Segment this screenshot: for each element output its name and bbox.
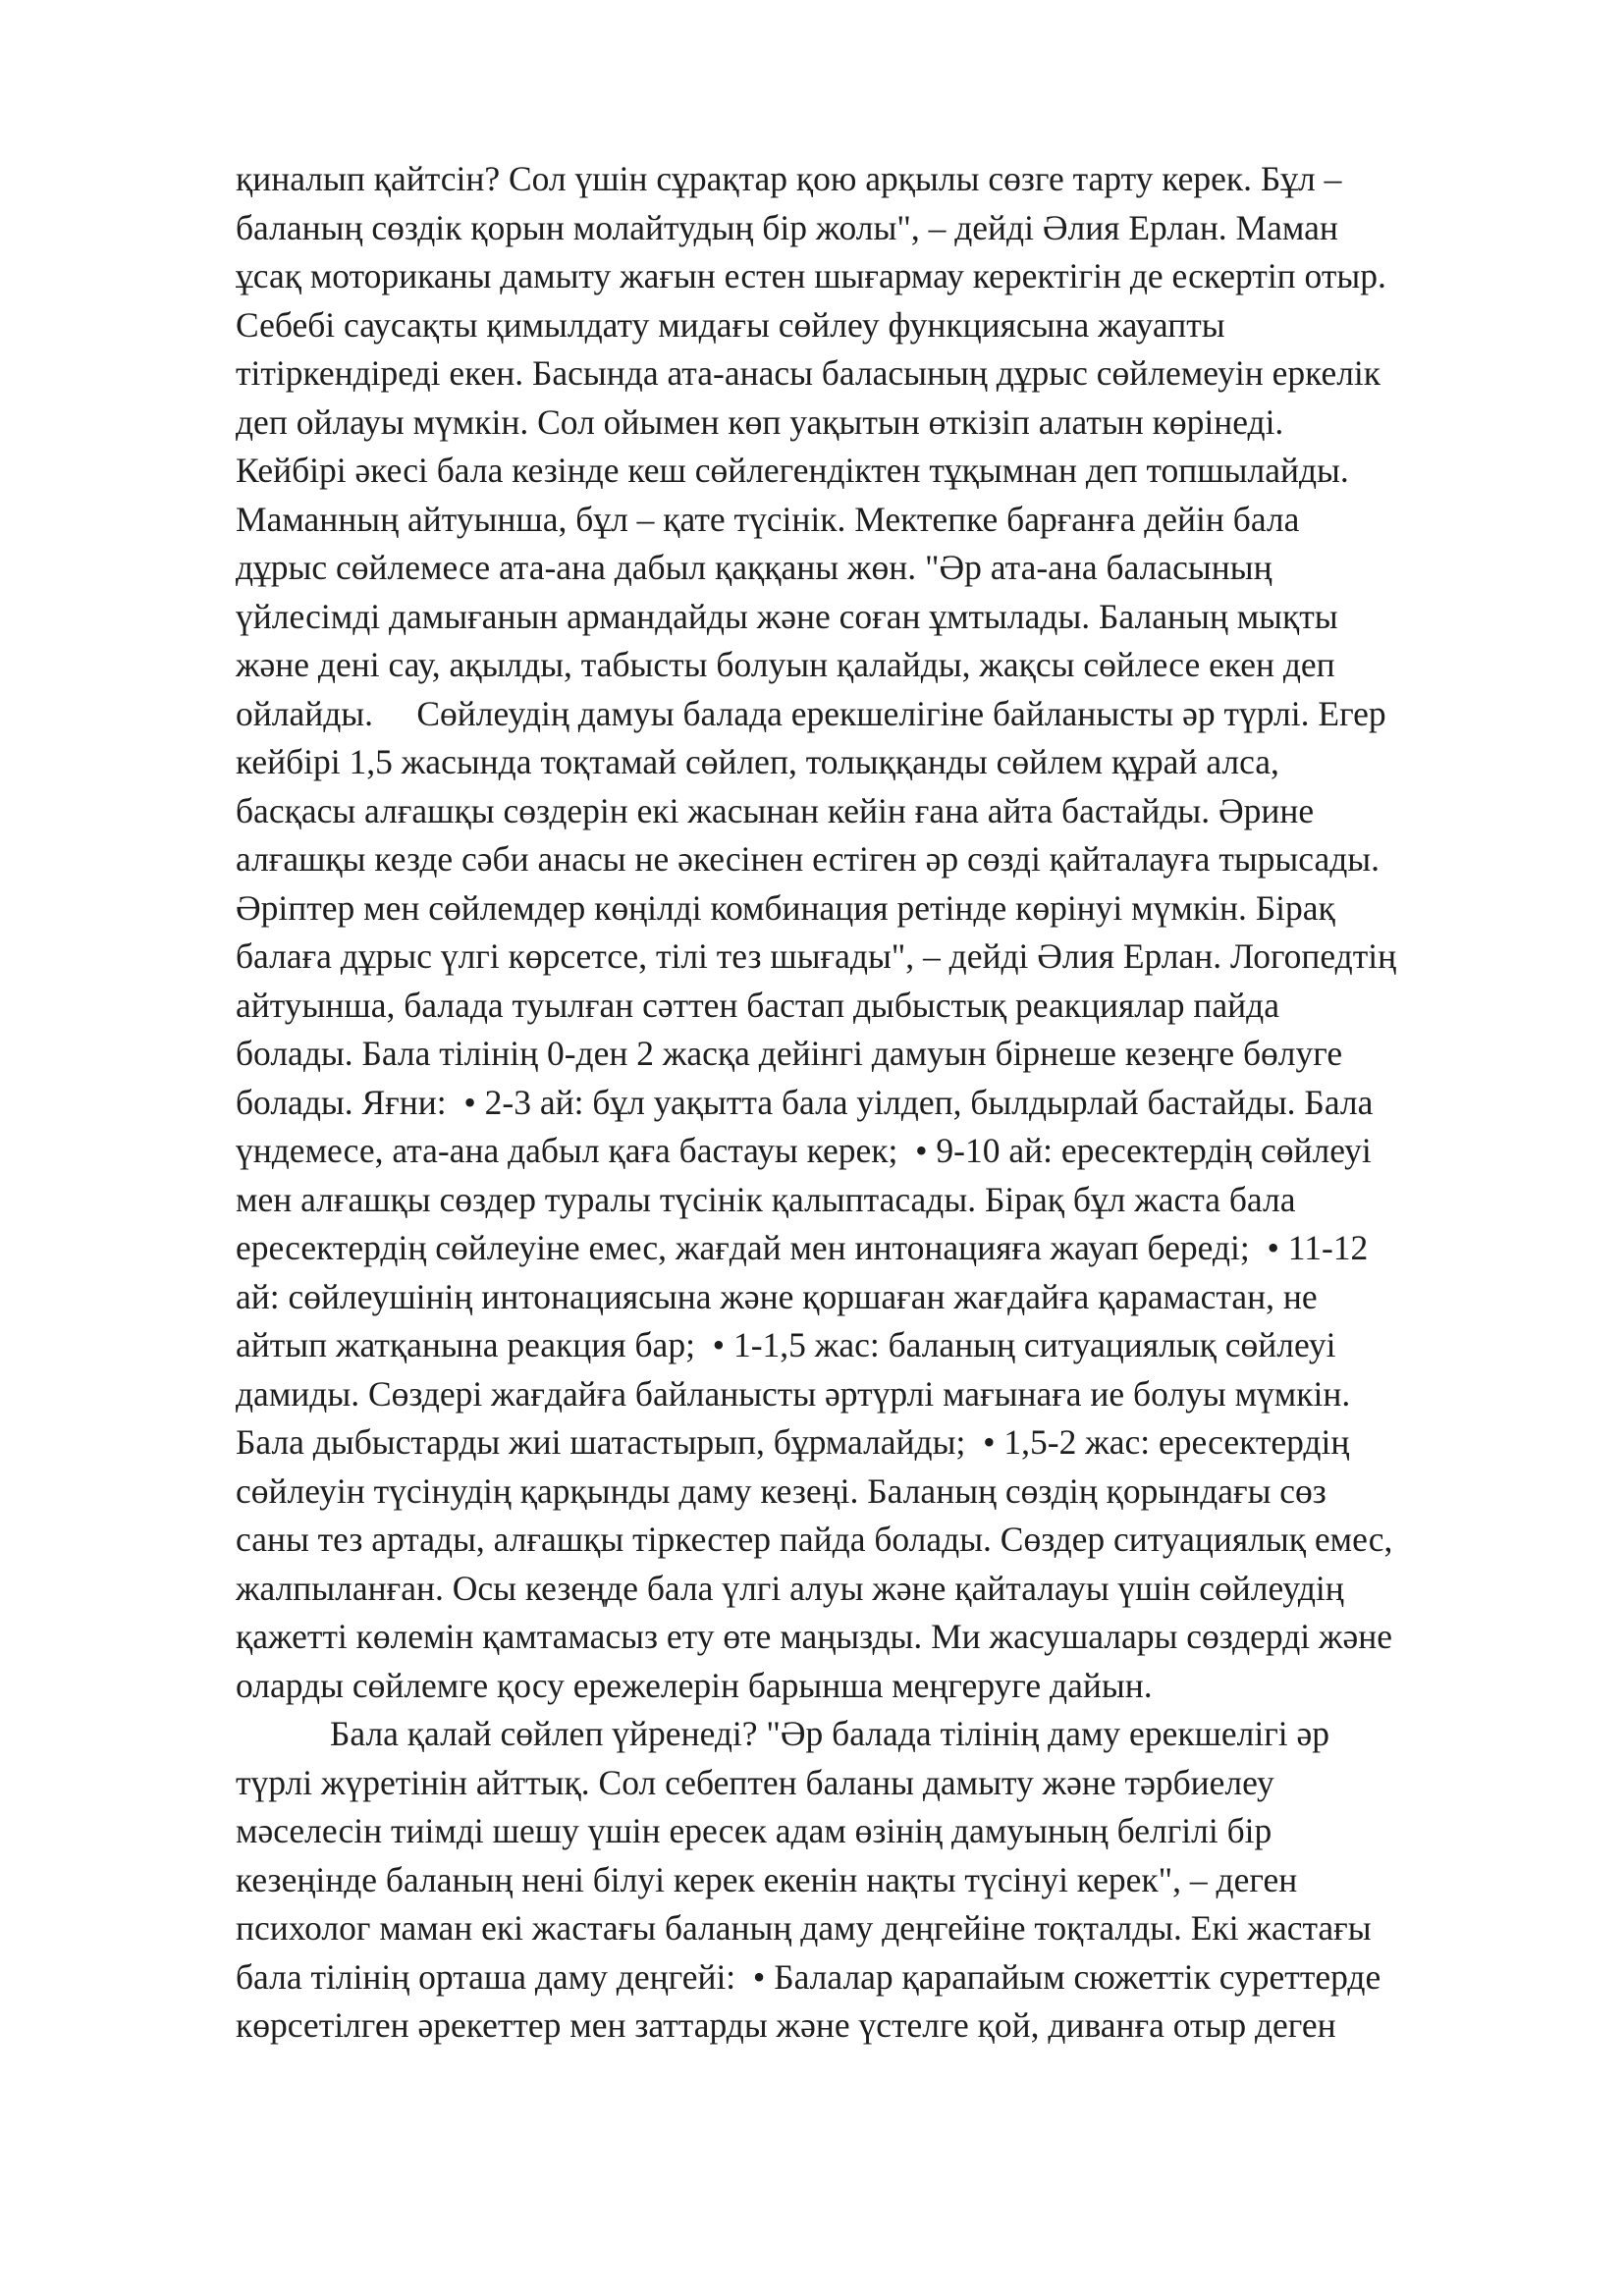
text-line: дамиды. Сөздері жағдайға байланысты әртүрлі мағынаға ие болуы мүмкін. [236, 1373, 1351, 1414]
text-line: үндемесе, ата-ана дабыл қаға бастауы керек; • 9-10 ай: ересектердің сөйлеуі [236, 1131, 1372, 1170]
text-line: мәселесін тиімді шешу үшін ересек адам өзінің дамуының белгілі бір [236, 1811, 1272, 1850]
text-line: қиналып қайтсін? Сол үшін сұрақтар қою арқылы сөзге тарту керек. Бұл – [236, 159, 1342, 198]
text-line: кейбірі 1,5 жасында тоқтамай сөйлеп, толыққанды сөйлем құрай алса, [236, 742, 1279, 781]
text-line: мен алғашқы сөздер туралы түсінік қалыптасады. Бірақ бұл жаста бала [236, 1179, 1296, 1219]
text-line: жалпыланған. Осы кезеңде бала үлгі алуы және қайталауы үшін сөйлеудің [236, 1568, 1344, 1608]
text-line: және дені сау, ақылды, табысты болуын қалайды, жақсы сөйлесе екен деп [236, 645, 1335, 684]
text-line: көрсетілген әрекеттер мен заттарды және үстелге қой, диванға отыр деген [236, 2005, 1336, 2045]
text-line: ересектердің сөйлеуіне емес, жағдай мен интонацияға жауап береді; • 11-12 [236, 1228, 1369, 1267]
text-line: кезеңінде баланың нені білуі керек екенін нақты түсінуі керек", – деген [236, 1859, 1298, 1899]
text-line: психолог маман екі жастағы баланың даму деңгейіне тоқталды. Екі жастағы [236, 1908, 1372, 1948]
text-line: Бала дыбыстарды жиі шатастырып, бұрмалайды; • 1,5-2 жас: ересектердің [236, 1422, 1350, 1462]
text-line: баланың сөздік қорын молайтудың бір жолы", – дейді Әлия Ерлан. Маман [236, 207, 1338, 247]
text-line: тітіркендіреді екен. Басында ата-анасы баласының дұрыс сөйлемеуін еркелік [236, 353, 1381, 393]
text-line: айтуынша, балада туылған сәттен бастап дыбыстық реакциялар пайда [236, 985, 1279, 1025]
text-line: түрлі жүретінін айттық. Сол себептен баланы дамыту және тәрбиелеу [236, 1762, 1274, 1802]
text-line: деп ойлауы мүмкін. Сол ойымен көп уақытын өткізіп алатын көрінеді. [236, 401, 1284, 442]
text-line: ұсақ моториканы дамыту жағын естен шығармау керектігін де ескертіп отыр. [236, 256, 1386, 295]
text-line: Әріптер мен сөйлемдер көңілді комбинация ретінде көрінуі мүмкін. Бірақ [236, 887, 1335, 928]
text-line: ойлайды. Сөйлеудің дамуы балада ерекшелігіне байланысты әр түрлі. Егер [236, 693, 1386, 733]
text-line: оларды сөйлемге қосу ережелерін барынша меңгеруге дайын. [236, 1665, 1153, 1705]
text-line: алғашқы кезде сәби анасы не әкесінен естіген әр сөзді қайталауға тырысады. [236, 839, 1380, 879]
text-line: саны тез артады, алғашқы тіркестер пайда болады. Сөздер ситуациялық емес, [236, 1520, 1393, 1559]
text-line: дұрыс сөйлемесе ата-ана дабыл қаққаны жөн. "Әр ата-ана баласының [236, 548, 1272, 587]
text-line: Себебі саусақты қимылдату мидағы сөйлеу функциясына жауапты [236, 304, 1225, 345]
text-line: басқасы алғашқы сөздерін екі жасынан кейін ғана айта бастайды. Әрине [236, 790, 1315, 830]
body-text [236, 155, 1473, 2051]
text-line: болады. Яғни: • 2-3 ай: бұл уақытта бала уілдеп, былдырлай бастайды. Бала [236, 1082, 1374, 1122]
paragraph-first-line: Бала қалай сөйлеп үйренеді? "Әр балада тілінің даму ерекшелігі әр [330, 1714, 1330, 1753]
text-line: Кейбірі әкесі бала кезінде кеш сөйлегендіктен тұқымнан деп топшылайды. [236, 451, 1349, 490]
text-line: балаға дұрыс үлгі көрсетсе, тілі тез шығады", – дейді Әлия Ерлан. Логопедтің [236, 936, 1397, 976]
text-line: қажетті көлемін қамтамасыз ету өте маңызды. Ми жасушалары сөздерді және [236, 1617, 1393, 1656]
text-line: болады. Бала тілінің 0-ден 2 жасқа дейінгі дамуын бірнеше кезеңге бөлуге [236, 1034, 1343, 1073]
text-line: ай: сөйлеушінің интонациясына және қоршаған жағдайға қарамастан, не [236, 1276, 1318, 1316]
text-line: Маманның айтуынша, бұл – қате түсінік. Мектепке барғанға дейін бала [236, 499, 1300, 539]
text-line: айтып жатқанына реакция бар; • 1-1,5 жас: баланың ситуациялық сөйлеуі [236, 1325, 1336, 1364]
text-line: сөйлеуін түсінудің қарқынды даму кезеңі. Баланың сөздің қорындағы сөз [236, 1470, 1326, 1511]
text-line: бала тілінің орташа даму деңгейі: • Балалар қарапайым сюжеттік суреттерде [236, 1956, 1381, 1997]
text-line: үйлесімді дамығанын армандайды және соған ұмтылады. Баланың мықты [236, 596, 1338, 636]
